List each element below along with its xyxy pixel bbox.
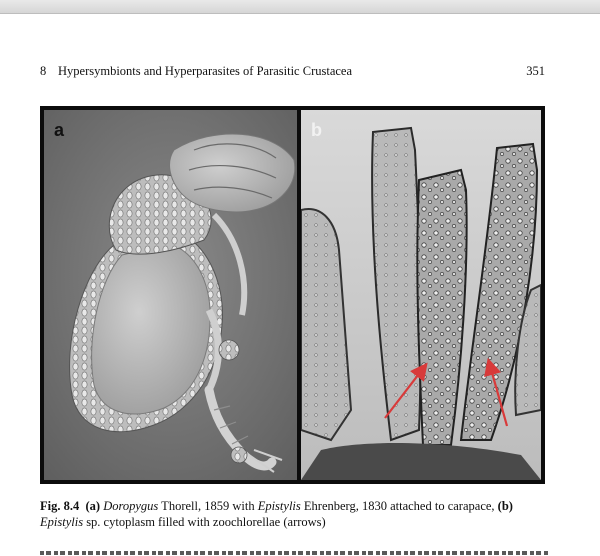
caption-label: Fig. 8.4 — [40, 499, 80, 513]
figure-caption — [40, 498, 550, 530]
chapter-title: Hypersymbionts and Hyperparasites of Parasitic Crustacea — [58, 64, 353, 78]
caption-b-genus: Epistylis — [40, 515, 84, 529]
panel-b-label: b — [311, 120, 322, 140]
panel-b-micrograph — [301, 110, 541, 480]
copepod-sem-illustration — [44, 110, 297, 480]
cut-off-body-text — [40, 546, 550, 556]
caption-a-marker: (a) — [85, 499, 101, 513]
viewer-top-bar — [0, 0, 600, 14]
caption-a-text-2: Ehrenberg, 1830 attached to carapace, — [300, 499, 498, 513]
caption-a-genus-2: Epistylis — [257, 499, 301, 513]
page-number: 351 — [526, 64, 545, 78]
panel-a-label: a — [54, 120, 65, 140]
epistylis-micrograph-illustration — [301, 110, 541, 480]
figure-8-4 — [40, 106, 545, 484]
caption-a-genus: Doropygus — [103, 499, 159, 513]
chapter-number: 8 — [40, 64, 47, 78]
caption-b-marker: (b) — [497, 499, 513, 513]
caption-b-text: sp. cytoplasm filled with zoochlorellae (arrows) — [83, 515, 326, 529]
panel-a-sem-image — [44, 110, 297, 480]
caption-a-text-1: Thorell, 1859 with — [158, 499, 258, 513]
